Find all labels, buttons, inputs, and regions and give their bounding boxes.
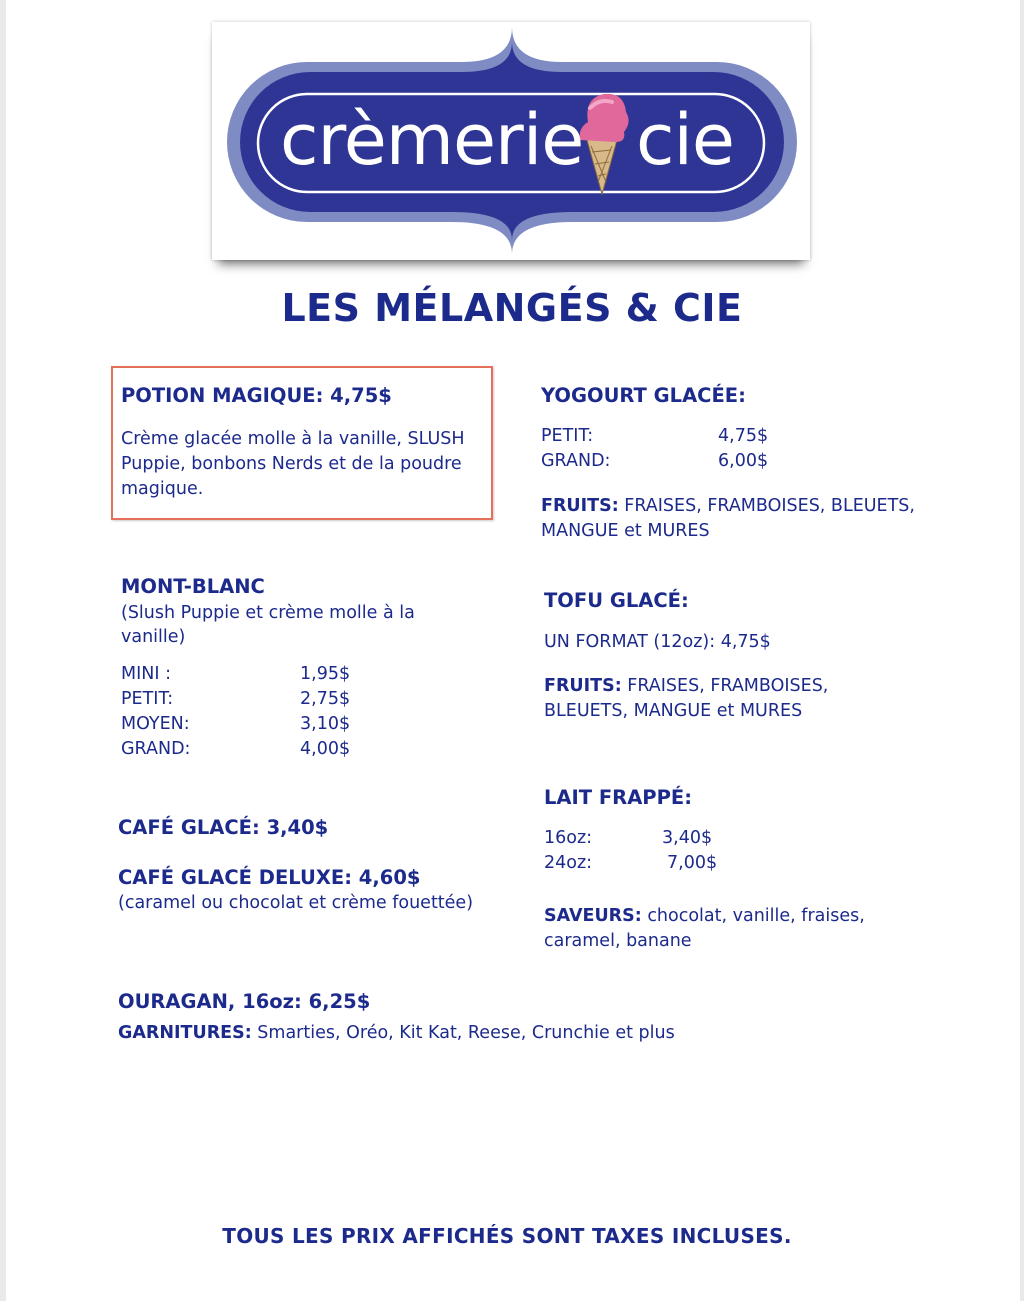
montblanc-size-label: GRAND:: [121, 739, 191, 759]
ouragan-heading: OURAGAN, 16oz: 6,25$: [118, 990, 371, 1013]
saveurs-list: chocolat, vanille, fraises,: [641, 906, 865, 926]
ouragan-garnitures: [118, 1021, 675, 1046]
yogourt-size-label: PETIT:: [541, 426, 594, 446]
montblanc-size-price: 2,75$: [300, 689, 351, 709]
lait-size-label: 16oz:: [544, 828, 593, 848]
cafe-deluxe-heading: CAFÉ GLACÉ DELUXE: 4,60$: [118, 866, 421, 889]
montblanc-size-price: 1,95$: [300, 664, 351, 684]
yogourt-fruits-label: FRUITS:: [541, 496, 619, 516]
tofu-heading: TOFU GLACÉ:: [544, 589, 689, 612]
montblanc-size-price: 4,00$: [300, 739, 351, 759]
montblanc-size-label: PETIT:: [121, 689, 174, 709]
tofu-format: UN FORMAT (12oz): 4,75$: [544, 632, 771, 652]
lait-size-label: 24oz:: [544, 853, 593, 873]
potion-desc-line-2: Puppie, bonbons Nerds et de la poudre: [121, 454, 462, 474]
montblanc-size-label: MOYEN:: [121, 714, 190, 734]
yogourt-fruits-list: FRAISES, FRAMBOISES, BLEUETS,: [618, 496, 915, 516]
lait-saveurs-line-2: caramel, banane: [544, 931, 692, 951]
lait-frappe-heading: LAIT FRAPPÉ:: [544, 786, 692, 809]
montblanc-desc-line-2: vanille): [121, 627, 186, 647]
logo-card: [212, 22, 810, 260]
tofu-fruits-list: FRAISES, FRAMBOISES,: [621, 676, 829, 696]
taxes-footer: TOUS LES PRIX AFFICHÉS SONT TAXES INCLUSES.: [222, 1224, 792, 1248]
montblanc-size-price: 3,10$: [300, 714, 351, 734]
cafe-deluxe-desc: (caramel ou chocolat et crème fouettée): [118, 893, 474, 913]
yogourt-size-label: GRAND:: [541, 451, 611, 471]
yogourt-heading: YOGOURT GLACÉE:: [541, 384, 746, 407]
tofu-fruits-label: FRUITS:: [544, 676, 622, 696]
yogourt-fruits-line-2: MANGUE et MURES: [541, 521, 710, 541]
garnitures-list: Smarties, Oréo, Kit Kat, Reese, Crunchie et plus: [251, 1023, 675, 1043]
page-title: LES MÉLANGÉS & CIE: [281, 286, 743, 330]
cafe-glace-heading: CAFÉ GLACÉ: 3,40$: [118, 816, 329, 839]
logo-text-cie: cie: [636, 99, 735, 181]
montblanc-heading: MONT-BLANC: [121, 575, 265, 598]
lait-size-price: 3,40$: [662, 828, 713, 848]
montblanc-size-label: MINI :: [121, 664, 171, 684]
saveurs-label: SAVEURS:: [544, 906, 642, 926]
lait-size-price: 7,00$: [667, 853, 718, 873]
logo-text-cremerie: crèmerie: [280, 99, 584, 181]
page-edge-right: [1020, 0, 1024, 1301]
garnitures-label: GARNITURES:: [118, 1023, 252, 1043]
tofu-fruits-line-2: BLEUETS, MANGUE et MURES: [544, 701, 803, 721]
potion-desc-line-1: Crème glacée molle à la vanille, SLUSH: [121, 429, 465, 449]
potion-heading: POTION MAGIQUE: 4,75$: [121, 384, 392, 407]
yogourt-size-price: 6,00$: [718, 451, 769, 471]
page-edge-left: [0, 0, 6, 1301]
montblanc-desc-line-1: (Slush Puppie et crème molle à la: [121, 603, 415, 623]
yogourt-fruits-line-1: [541, 494, 915, 519]
potion-desc-line-3: magique.: [121, 479, 204, 499]
tofu-fruits-line-1: [544, 674, 828, 699]
yogourt-size-price: 4,75$: [718, 426, 769, 446]
lait-saveurs-line-1: [544, 904, 865, 929]
